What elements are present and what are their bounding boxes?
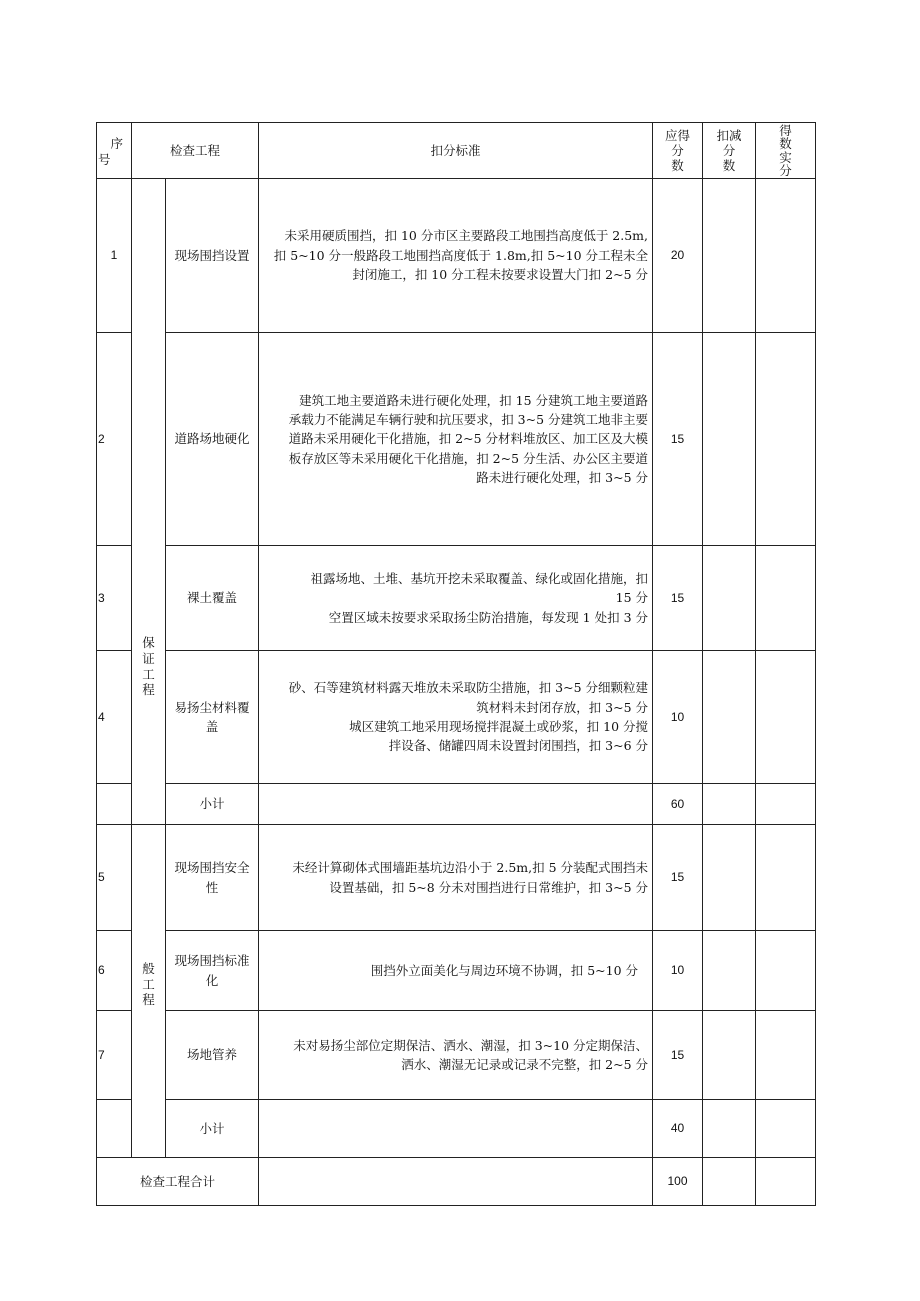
subtotal-points: 60: [653, 784, 703, 825]
row-item: 易扬尘材料覆 盖: [166, 651, 259, 784]
header-row: [97, 123, 816, 179]
row-deduct-cell[interactable]: [703, 1158, 756, 1206]
table-row: [97, 1011, 816, 1100]
row-item: 道路场地硬化: [166, 333, 259, 546]
table-row: [97, 931, 816, 1011]
total-points: 100: [653, 1158, 703, 1206]
row-item: 现场围挡安全 性: [166, 825, 259, 931]
row-standard: 未对易扬尘部位定期保洁、洒水、潮湿，扣 3~10 分定期保洁、 洒水、潮湿无记录或记录不完整，扣 2~5 分: [259, 1011, 653, 1100]
table-row: [97, 825, 816, 931]
row-standard: 砂、石等建筑材料露天堆放未采取防尘措施，扣 3~5 分细颗粒建 筑材料未封闭存放，扣 3~5 分 城区建筑工地采用现场搅拌混凝土或砂浆，扣 10 分搅 拌设备、储罐四周未设置封闭围挡，扣 3~6 分: [259, 651, 653, 784]
row-seq: 3: [97, 546, 132, 651]
table-row: [97, 651, 816, 784]
table-row: [97, 333, 816, 546]
row-actual-cell[interactable]: [756, 651, 816, 784]
row-seq: 4: [97, 651, 132, 784]
row-points: 15: [653, 333, 703, 546]
row-actual-cell[interactable]: [756, 333, 816, 546]
row-standard: 未采用硬质围挡，扣 10 分市区主要路段工地围挡高度低于 2.5m, 扣 5~10 分一般路段工地围挡高度低于 1.8m,扣 5~10 分工程未全 封闭施工，扣 10 分工程未按要求设置大门扣 2~5 分: [259, 179, 653, 333]
row-points: 10: [653, 651, 703, 784]
row-points: 20: [653, 179, 703, 333]
row-seq: 7: [97, 1011, 132, 1100]
total-standard-empty: [259, 1158, 653, 1206]
header-item: 检查工程: [132, 123, 259, 179]
row-actual-cell[interactable]: [756, 784, 816, 825]
row-actual-cell[interactable]: [756, 179, 816, 333]
header-seq-part2: 号: [98, 151, 111, 167]
header-due-points: 应得分 数: [653, 123, 703, 179]
row-deduct-cell[interactable]: [703, 1011, 756, 1100]
row-item: 现场围挡标准 化: [166, 931, 259, 1011]
header-standard: 扣分标准: [259, 123, 653, 179]
inspection-score-table: [96, 122, 816, 1206]
row-standard: 祖露场地、土堆、基坑开挖未采取覆盖、绿化或固化措施，扣 15 分 空置区域未按要求采取扬尘防治措施，每发现 1 处扣 3 分: [259, 546, 653, 651]
row-actual-cell[interactable]: [756, 546, 816, 651]
row-actual-cell[interactable]: [756, 1100, 816, 1158]
row-points: 15: [653, 825, 703, 931]
row-deduct-cell[interactable]: [703, 1100, 756, 1158]
row-points: 10: [653, 931, 703, 1011]
row-seq-empty: [97, 1100, 132, 1158]
subtotal-points: 40: [653, 1100, 703, 1158]
subtotal-standard-empty: [259, 784, 653, 825]
header-deduct-points: 扣减分 数: [703, 123, 756, 179]
row-item: 现场围挡设置: [166, 179, 259, 333]
subtotal-row: [97, 784, 816, 825]
row-seq-empty: [97, 784, 132, 825]
row-deduct-cell[interactable]: [703, 179, 756, 333]
group-label-guarantee: 保 证 工 程: [132, 179, 166, 825]
subtotal-label: 小计: [166, 784, 259, 825]
row-deduct-cell[interactable]: [703, 651, 756, 784]
row-actual-cell[interactable]: [756, 1011, 816, 1100]
total-row: [97, 1158, 816, 1206]
row-standard: 围挡外立面美化与周边环境不协调，扣 5~10 分: [259, 931, 653, 1011]
table-row: [97, 179, 816, 333]
row-seq: 2: [97, 333, 132, 546]
subtotal-standard-empty: [259, 1100, 653, 1158]
group-label-general: 般 工 程: [132, 825, 166, 1158]
row-seq: 1: [97, 179, 132, 333]
row-seq: 5: [97, 825, 132, 931]
total-label: 检查工程合计: [97, 1158, 259, 1206]
subtotal-row: [97, 1100, 816, 1158]
row-points: 15: [653, 546, 703, 651]
row-deduct-cell[interactable]: [703, 333, 756, 546]
row-item: 场地管养: [166, 1011, 259, 1100]
table-row: [97, 546, 816, 651]
row-deduct-cell[interactable]: [703, 784, 756, 825]
row-actual-cell[interactable]: [756, 931, 816, 1011]
header-seq-part1: 序: [110, 135, 123, 151]
subtotal-label: 小计: [166, 1100, 259, 1158]
row-deduct-cell[interactable]: [703, 931, 756, 1011]
header-seq: [97, 123, 132, 179]
row-deduct-cell[interactable]: [703, 546, 756, 651]
row-actual-cell[interactable]: [756, 825, 816, 931]
row-standard: 建筑工地主要道路未进行硬化处理，扣 15 分建筑工地主要道路 承载力不能满足车辆行驶和抗压要求，扣 3~5 分建筑工地非主要 道路未采用硬化干化措施，扣 2~5 分材料堆放区、加工区及大模 板存放区等未采用硬化干化措施，扣 2~5 分生活、办公区主要道 路未进行硬化处理，扣 3~5 分: [259, 333, 653, 546]
row-seq: 6: [97, 931, 132, 1011]
row-points: 15: [653, 1011, 703, 1100]
row-item: 裸土覆盖: [166, 546, 259, 651]
row-deduct-cell[interactable]: [703, 825, 756, 931]
row-actual-cell[interactable]: [756, 1158, 816, 1206]
header-actual-points: 得 数 实 分: [756, 123, 816, 179]
row-standard: 未经计算砌体式围墙距基坑边沿小于 2.5m,扣 5 分装配式围挡未 设置基础，扣 5~8 分未对围挡进行日常维护，扣 3~5 分: [259, 825, 653, 931]
